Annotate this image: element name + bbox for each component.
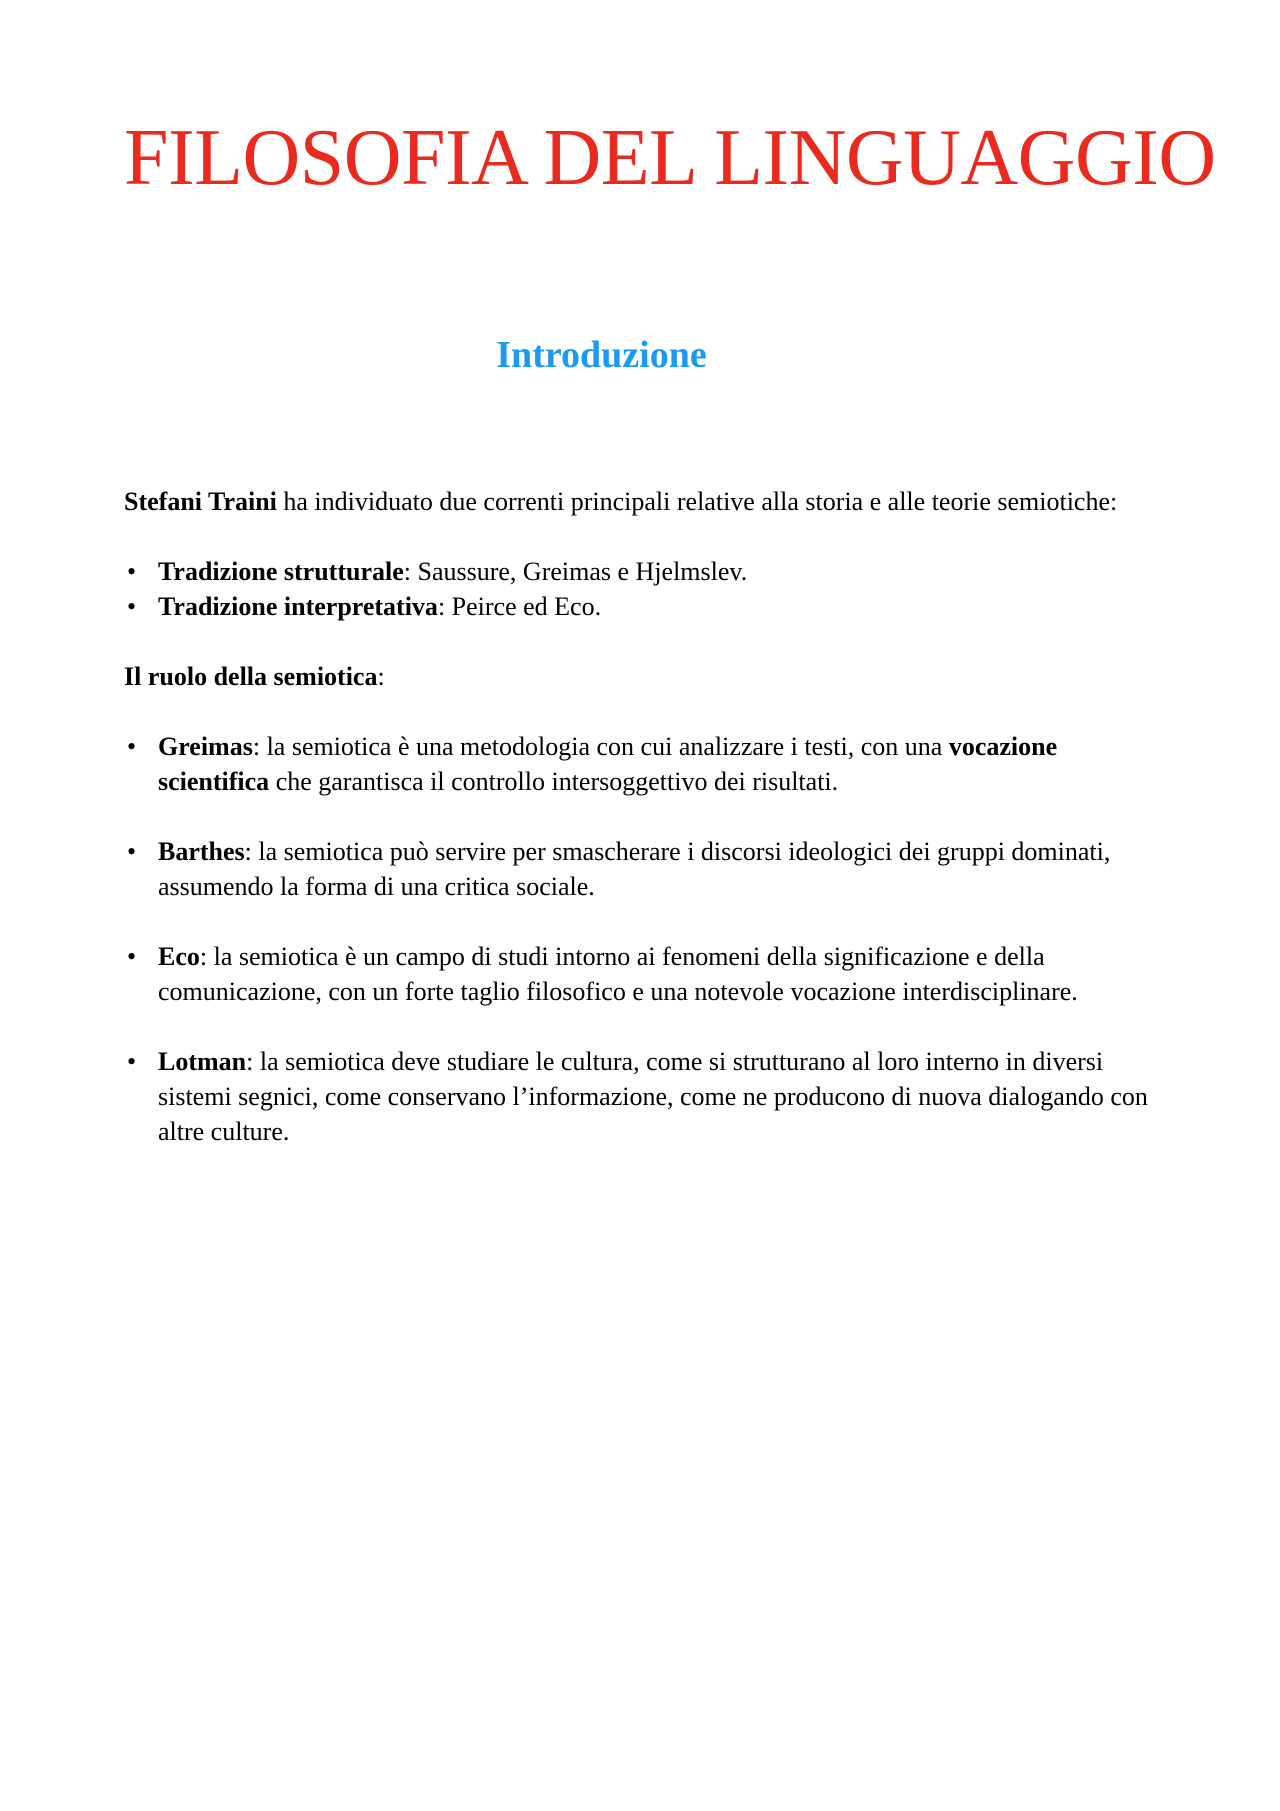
section-heading: Introduzione	[496, 334, 707, 376]
intro-author: Stefani Traini	[124, 487, 277, 516]
list-item	[124, 589, 1164, 624]
tradition-members: : Saussure, Greimas e Hjelmslev.	[403, 557, 748, 586]
list-item	[124, 834, 1164, 904]
bullet-icon: •	[127, 732, 137, 761]
tradition-name: Tradizione strutturale	[158, 557, 404, 586]
role-author: Greimas	[158, 732, 253, 761]
document-title: FILOSOFIA DEL LINGUAGGIO	[124, 114, 1216, 202]
role-emphasis: vocazione scientifica	[158, 732, 1058, 796]
document-body	[124, 484, 1164, 1184]
tradition-name: Tradizione interpretativa	[158, 592, 438, 621]
role-text: : la semiotica è una metodologia con cui analizzare i testi, con una	[252, 732, 949, 761]
intro-text: ha individuato due correnti principali relative alla storia e alle teorie semiotiche:	[276, 487, 1118, 516]
role-text: : la semiotica deve studiare le cultura, come si strutturano al loro interno in diversi sistemi segnici, come conservano l’informazione, come ne producono di nuova dialogando con altre culture.	[158, 1047, 1148, 1146]
role-author: Eco	[158, 942, 200, 971]
bullet-icon: •	[127, 592, 137, 621]
list-item	[124, 1044, 1164, 1149]
list-item	[124, 939, 1164, 1009]
bullet-icon: •	[127, 557, 137, 586]
role-text: : la semiotica può servire per smascherare i discorsi ideologici dei gruppi dominati, assumendo la forma di una critica sociale.	[158, 837, 1111, 901]
role-text: : la semiotica è un campo di studi intorno ai fenomeni della significazione e della comunicazione, con un forte taglio filosofico e una notevole vocazione interdisciplinare.	[158, 942, 1078, 1006]
bullet-icon: •	[127, 942, 137, 971]
list-item	[124, 554, 1164, 589]
roles-list	[124, 729, 1164, 1149]
traditions-list	[124, 554, 1164, 624]
list-item	[124, 729, 1164, 799]
bullet-icon: •	[127, 837, 137, 866]
bullet-icon: •	[127, 1047, 137, 1076]
role-author: Lotman	[158, 1047, 247, 1076]
intro-paragraph	[124, 484, 1164, 519]
role-author: Barthes	[158, 837, 245, 866]
role-label-bold: Il ruolo della semiotica	[124, 662, 378, 691]
role-text-after: che garantisca il controllo intersoggettivo dei risultati.	[269, 767, 839, 796]
role-label-colon: :	[377, 662, 385, 691]
role-label	[124, 659, 1164, 694]
tradition-members: : Peirce ed Eco.	[437, 592, 602, 621]
